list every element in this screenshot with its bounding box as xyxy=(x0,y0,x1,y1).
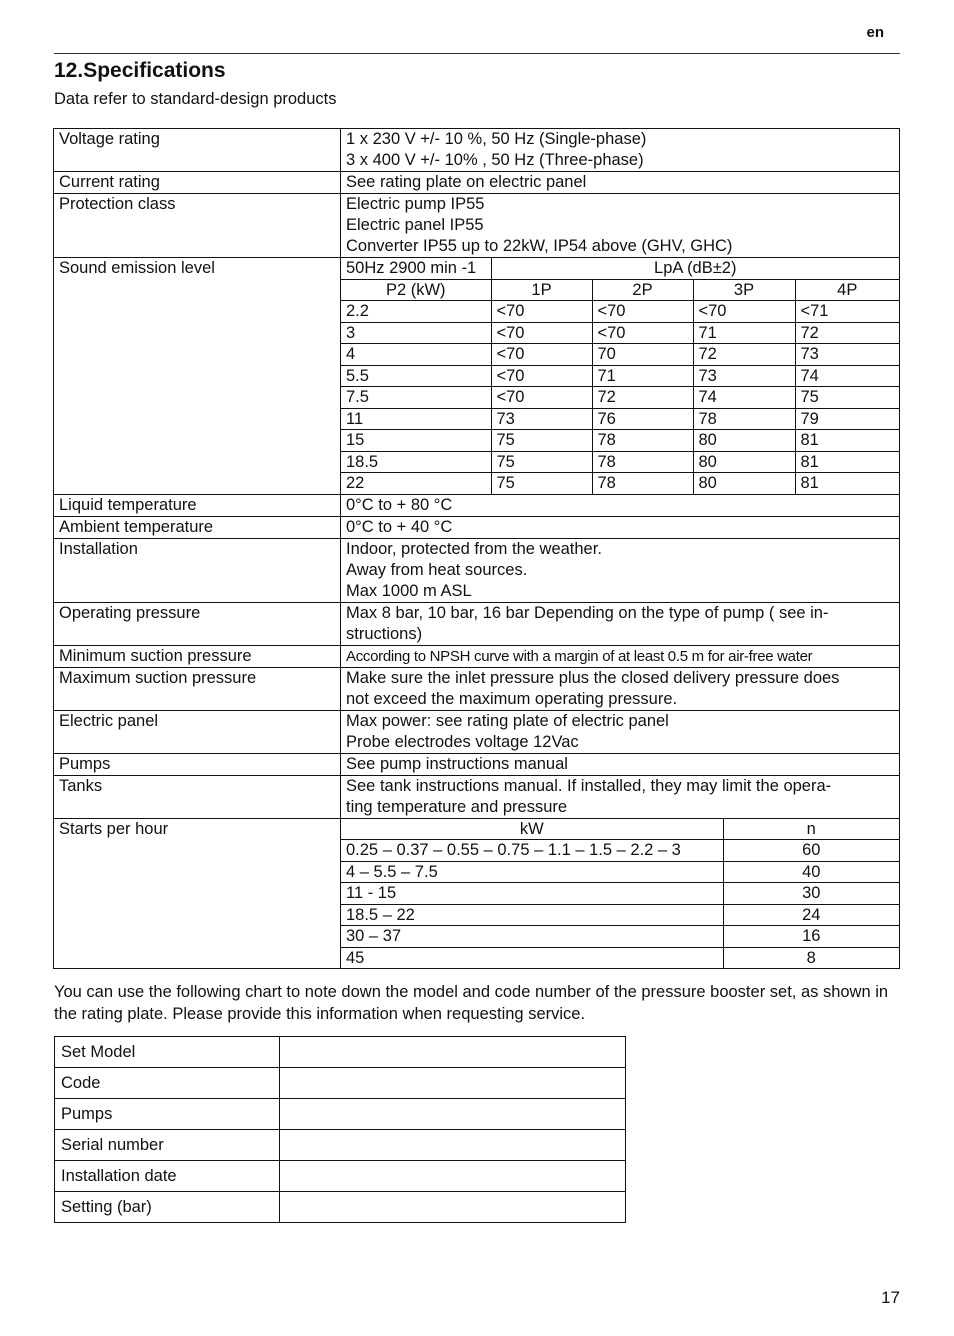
starts-n-cell: 40 xyxy=(723,861,899,883)
sound-cell: 2.2 xyxy=(341,301,491,323)
sound-cell: 80 xyxy=(693,473,795,494)
sound-cell: 78 xyxy=(693,408,795,430)
spec-label: Electric panel xyxy=(54,710,341,753)
specifications-table xyxy=(53,128,900,969)
starts-col-header: kW xyxy=(341,819,723,840)
section-title: 12.Specifications xyxy=(54,59,226,82)
spec-value-line: See tank instructions manual. If installed, they may limit the opera- xyxy=(346,776,832,795)
spec-row-ambient-temperature xyxy=(54,516,900,538)
sound-col-header: 3P xyxy=(693,279,795,301)
form-label: Setting (bar) xyxy=(55,1192,280,1223)
spec-value: See pump instructions manual xyxy=(341,753,900,775)
starts-n-cell: 8 xyxy=(723,947,899,968)
spec-value-line: Max 1000 m ASL xyxy=(346,581,472,600)
starts-row xyxy=(341,861,899,883)
spec-value-line: Max 8 bar, 10 bar, 16 bar Depending on the type of pump ( see in- xyxy=(346,603,829,622)
starts-kw-cell: 0.25 – 0.37 – 0.55 – 0.75 – 1.1 – 1.5 – 2.2 – 3 xyxy=(341,840,723,862)
sound-frequency: 50Hz 2900 min -1 xyxy=(341,258,491,279)
form-row xyxy=(55,1037,626,1068)
spec-value xyxy=(341,602,900,645)
starts-row xyxy=(341,904,899,926)
spec-value xyxy=(341,538,900,602)
sound-cell: 80 xyxy=(693,430,795,452)
sound-emission-table-cell xyxy=(341,258,900,495)
sound-col-header: 1P xyxy=(491,279,592,301)
starts-kw-cell: 18.5 – 22 xyxy=(341,904,723,926)
spec-label: Tanks xyxy=(54,775,341,818)
sound-cell: 15 xyxy=(341,430,491,452)
spec-row-electric-panel xyxy=(54,710,900,753)
starts-col-header: n xyxy=(723,819,899,840)
sound-cell: 75 xyxy=(491,430,592,452)
sound-cell: 81 xyxy=(795,473,899,494)
spec-value-line: According to NPSH curve with a margin of at least 0.5 m for air-free water xyxy=(346,647,813,665)
spec-row-voltage xyxy=(54,129,900,172)
spec-label: Ambient temperature xyxy=(54,516,341,538)
spec-label: Minimum suction pressure xyxy=(54,645,341,667)
form-row xyxy=(55,1192,626,1223)
sound-row xyxy=(341,408,899,430)
form-field-installation-date[interactable] xyxy=(280,1161,626,1192)
spec-row-sound xyxy=(54,258,900,495)
sound-cell: 75 xyxy=(491,473,592,494)
spec-value-line: Electric panel IP55 xyxy=(346,216,484,234)
spec-value xyxy=(341,645,900,667)
sound-cell: 79 xyxy=(795,408,899,430)
spec-value-line: Indoor, protected from the weather. xyxy=(346,539,602,558)
form-field-pumps[interactable] xyxy=(280,1099,626,1130)
starts-row xyxy=(341,840,899,862)
header-rule xyxy=(54,53,900,54)
spec-row-min-suction xyxy=(54,645,900,667)
spec-value: See rating plate on electric panel xyxy=(341,172,900,194)
starts-n-cell: 16 xyxy=(723,926,899,948)
sound-cell: 70 xyxy=(592,344,693,366)
starts-per-hour-table xyxy=(341,819,899,969)
sound-row xyxy=(341,344,899,366)
sound-row xyxy=(341,301,899,323)
starts-kw-cell: 11 - 15 xyxy=(341,883,723,905)
sound-row xyxy=(341,473,899,494)
spec-row-current xyxy=(54,172,900,194)
spec-value xyxy=(341,129,900,172)
spec-row-pumps xyxy=(54,753,900,775)
spec-value-line: structions) xyxy=(346,624,423,643)
form-field-code[interactable] xyxy=(280,1068,626,1099)
sound-col-header: P2 (kW) xyxy=(341,279,491,301)
sound-cell: <70 xyxy=(491,387,592,409)
spec-value-line: 1 x 230 V +/- 10 %, 50 Hz (Single-phase) xyxy=(346,130,647,148)
sound-cell: 22 xyxy=(341,473,491,494)
spec-value xyxy=(341,710,900,753)
sound-row xyxy=(341,365,899,387)
section-subtitle: Data refer to standard-design products xyxy=(54,90,337,108)
sound-cell: 11 xyxy=(341,408,491,430)
spec-label: Voltage rating xyxy=(54,129,341,172)
sound-lpa-header: LpA (dB±2) xyxy=(491,258,899,279)
spec-value: 0°C to + 80 °C xyxy=(341,494,900,516)
spec-row-protection xyxy=(54,194,900,258)
sound-cell: 78 xyxy=(592,451,693,473)
sound-cell: <70 xyxy=(491,301,592,323)
sound-cell: 7.5 xyxy=(341,387,491,409)
sound-cell: <70 xyxy=(592,301,693,323)
sound-row xyxy=(341,387,899,409)
sound-cell: <70 xyxy=(491,322,592,344)
spec-label: Installation xyxy=(54,538,341,602)
sound-cell: 5.5 xyxy=(341,365,491,387)
form-label: Pumps xyxy=(55,1099,280,1130)
sound-cell: 80 xyxy=(693,451,795,473)
sound-emission-table xyxy=(341,258,899,494)
form-row xyxy=(55,1130,626,1161)
spec-label: Pumps xyxy=(54,753,341,775)
sound-cell: 73 xyxy=(693,365,795,387)
spec-label: Starts per hour xyxy=(54,818,341,969)
sound-cell: 4 xyxy=(341,344,491,366)
sound-cell: 73 xyxy=(491,408,592,430)
sound-row xyxy=(341,451,899,473)
starts-n-cell: 30 xyxy=(723,883,899,905)
spec-label: Protection class xyxy=(54,194,341,258)
sound-cell: 71 xyxy=(592,365,693,387)
sound-row xyxy=(341,322,899,344)
form-label: Installation date xyxy=(55,1161,280,1192)
starts-kw-cell: 30 – 37 xyxy=(341,926,723,948)
spec-value-line: Max power: see rating plate of electric panel xyxy=(346,711,669,730)
spec-row-tanks xyxy=(54,775,900,818)
sound-cell: 72 xyxy=(795,322,899,344)
form-row xyxy=(55,1099,626,1130)
sound-col-header: 4P xyxy=(795,279,899,301)
spec-value: 0°C to + 40 °C xyxy=(341,516,900,538)
spec-value-line: 3 x 400 V +/- 10% , 50 Hz (Three-phase) xyxy=(346,151,644,169)
form-field-set-model[interactable] xyxy=(280,1037,626,1068)
sound-cell: 72 xyxy=(592,387,693,409)
starts-table-cell xyxy=(341,818,900,969)
sound-cell: <71 xyxy=(795,301,899,323)
service-note: You can use the following chart to note down the model and code number of the pressure booster set, as shown in the rating plate. Please provide this information when requesting service. xyxy=(54,983,889,1023)
form-label: Serial number xyxy=(55,1130,280,1161)
sound-cell: 73 xyxy=(795,344,899,366)
starts-n-cell: 60 xyxy=(723,840,899,862)
spec-value-line: Converter IP55 up to 22kW, IP54 above (GHV, GHC) xyxy=(346,237,733,255)
sound-cell: <70 xyxy=(491,344,592,366)
starts-row xyxy=(341,883,899,905)
spec-value-line: Probe electrodes voltage 12Vac xyxy=(346,732,579,751)
form-label: Code xyxy=(55,1068,280,1099)
starts-n-cell: 24 xyxy=(723,904,899,926)
spec-label: Liquid temperature xyxy=(54,494,341,516)
sound-cell: <70 xyxy=(491,365,592,387)
sound-cell: 78 xyxy=(592,473,693,494)
starts-header-row xyxy=(341,819,899,840)
spec-row-installation xyxy=(54,538,900,602)
spec-row-operating-pressure xyxy=(54,602,900,645)
form-field-setting[interactable] xyxy=(280,1192,626,1223)
spec-label: Operating pressure xyxy=(54,602,341,645)
sound-cell: <70 xyxy=(693,301,795,323)
sound-cell: 3 xyxy=(341,322,491,344)
form-row xyxy=(55,1161,626,1192)
sound-row xyxy=(341,430,899,452)
starts-kw-cell: 45 xyxy=(341,947,723,968)
starts-row xyxy=(341,926,899,948)
spec-value xyxy=(341,667,900,710)
sound-cell: 72 xyxy=(693,344,795,366)
spec-row-liquid-temperature xyxy=(54,494,900,516)
sound-col-header: 2P xyxy=(592,279,693,301)
sound-cell: 81 xyxy=(795,451,899,473)
service-info-form xyxy=(54,1036,626,1223)
spec-value xyxy=(341,775,900,818)
spec-value-line: ting temperature and pressure xyxy=(346,797,568,816)
sound-cell: 81 xyxy=(795,430,899,452)
spec-row-starts-per-hour xyxy=(54,818,900,969)
spec-row-max-suction xyxy=(54,667,900,710)
sound-cell: <70 xyxy=(592,322,693,344)
form-row xyxy=(55,1068,626,1099)
spec-label: Current rating xyxy=(54,172,341,194)
sound-cell: 75 xyxy=(491,451,592,473)
spec-value-line: not exceed the maximum operating pressure. xyxy=(346,689,678,708)
sound-cell: 74 xyxy=(693,387,795,409)
spec-label: Sound emission level xyxy=(54,258,341,495)
sound-cell: 76 xyxy=(592,408,693,430)
sound-cell: 18.5 xyxy=(341,451,491,473)
sound-cell: 78 xyxy=(592,430,693,452)
spec-value-line: Electric pump IP55 xyxy=(346,195,485,213)
starts-kw-cell: 4 – 5.5 – 7.5 xyxy=(341,861,723,883)
sound-cell: 75 xyxy=(795,387,899,409)
spec-label: Maximum suction pressure xyxy=(54,667,341,710)
spec-value-line: Away from heat sources. xyxy=(346,560,528,579)
page-number: 17 xyxy=(881,1288,900,1307)
language-indicator: en xyxy=(866,24,884,41)
starts-row xyxy=(341,947,899,968)
spec-value xyxy=(341,194,900,258)
sound-cell: 74 xyxy=(795,365,899,387)
form-field-serial-number[interactable] xyxy=(280,1130,626,1161)
sound-cell: 71 xyxy=(693,322,795,344)
spec-value-line: Make sure the inlet pressure plus the closed delivery pressure does xyxy=(346,668,840,687)
form-label: Set Model xyxy=(55,1037,280,1068)
sound-header-row xyxy=(341,258,899,279)
sound-column-headers xyxy=(341,279,899,301)
